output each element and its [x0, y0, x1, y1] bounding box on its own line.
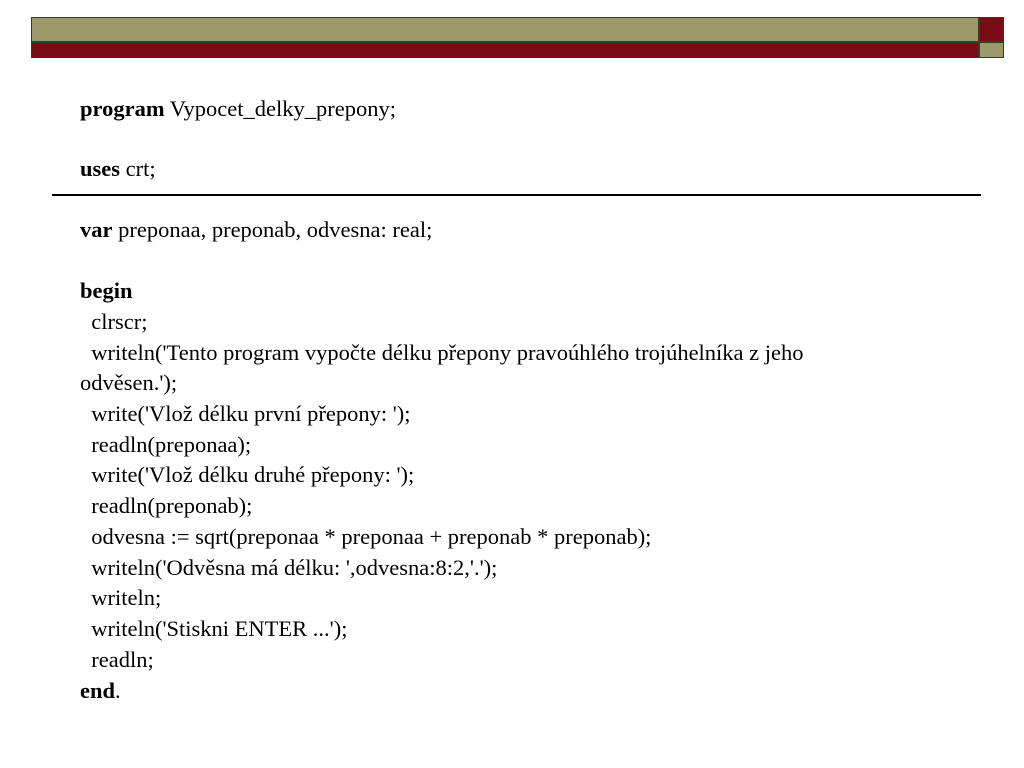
- code-line: clrscr;: [80, 309, 148, 334]
- keyword-begin: begin: [80, 278, 133, 303]
- keyword-program: program: [80, 96, 165, 121]
- header-bar-olive: [31, 17, 979, 42]
- var-declarations: preponaa, preponab, odvesna: real;: [112, 217, 433, 242]
- code-line: writeln('Tento program vypočte délku přepony pravoúhlého trojúhelníka z jeho: [80, 340, 804, 365]
- code-line: odvěsen.');: [80, 370, 178, 395]
- code-line: readln;: [80, 647, 154, 672]
- header-bar-red: [31, 42, 979, 58]
- header-square-red: [979, 17, 1004, 42]
- horizontal-divider: [52, 194, 981, 196]
- code-line-var: [80, 215, 432, 245]
- code-line: readln(preponaa);: [80, 432, 252, 457]
- keyword-uses: uses: [80, 156, 121, 181]
- code-line-uses: [80, 154, 156, 184]
- code-line: write('Vlož délku druhé přepony: ');: [80, 462, 415, 487]
- code-line-program: [80, 94, 396, 124]
- end-period: .: [115, 678, 121, 703]
- code-line: writeln;: [80, 585, 162, 610]
- keyword-var: var: [80, 217, 113, 242]
- code-line: readln(preponab);: [80, 493, 253, 518]
- header-square-olive: [979, 42, 1004, 58]
- code-line: odvesna := sqrt(preponaa * preponaa + preponab * preponab);: [80, 524, 652, 549]
- code-line: writeln('Odvěsna má délku: ',odvesna:8:2,'.');: [80, 555, 498, 580]
- code-line: writeln('Stiskni ENTER ...');: [80, 616, 348, 641]
- code-line-begin: [80, 276, 133, 306]
- keyword-end: end: [80, 678, 116, 703]
- program-name: Vypocet_delky_prepony;: [164, 96, 396, 121]
- code-line: write('Vlož délku první přepony: ');: [80, 401, 411, 426]
- code-line-end: [80, 676, 121, 706]
- uses-unit: crt;: [120, 156, 156, 181]
